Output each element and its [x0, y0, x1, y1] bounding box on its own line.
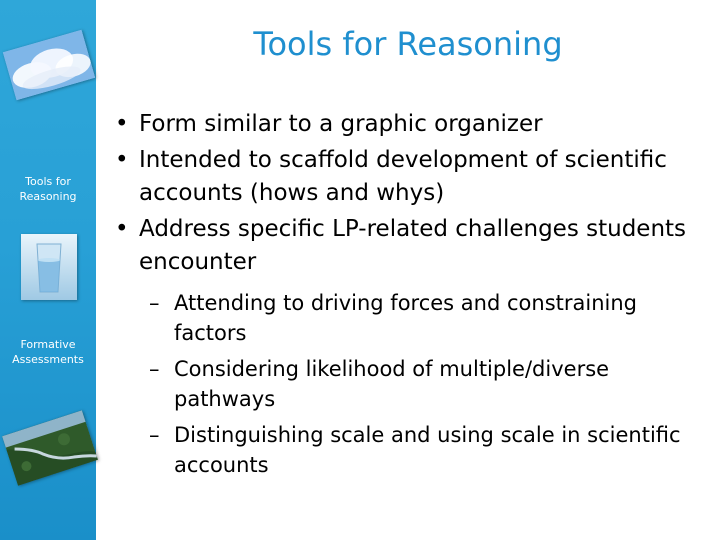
bullet-text: Address specific LP-related challenges students encounter	[139, 216, 687, 275]
sub-bullet-item	[115, 288, 705, 348]
bullet-icon: •	[115, 216, 129, 242]
sidebar-label-tools[interactable]: Tools for Reasoning	[19, 175, 77, 203]
sidebar	[0, 0, 96, 540]
sub-bullet-item	[115, 354, 705, 414]
sub-bullet-item	[115, 420, 705, 480]
bullet-icon: •	[115, 147, 129, 173]
sub-bullet-text: Considering likelihood of multiple/diverse pathways	[174, 357, 610, 411]
dash-icon: –	[149, 423, 160, 447]
bullet-item	[115, 213, 705, 279]
bullet-icon: •	[115, 111, 129, 137]
dash-icon: –	[149, 291, 160, 315]
bullet-text: Intended to scaffold development of scientific accounts (hows and whys)	[139, 147, 667, 206]
slide-content	[115, 108, 705, 486]
clouds-image	[3, 30, 96, 101]
sidebar-label-formative[interactable]: Formative Assessments	[12, 338, 84, 366]
bullet-item	[115, 108, 705, 141]
sub-bullet-text: Distinguishing scale and using scale in scientific accounts	[174, 423, 681, 477]
water-glass-image	[21, 234, 77, 300]
bullet-item	[115, 144, 705, 210]
river-landscape-image	[2, 410, 98, 485]
dash-icon: –	[149, 357, 160, 381]
sub-bullet-text: Attending to driving forces and constraining factors	[174, 291, 637, 345]
bullet-text: Form similar to a graphic organizer	[139, 111, 543, 137]
slide-title: Tools for Reasoning	[253, 25, 563, 63]
